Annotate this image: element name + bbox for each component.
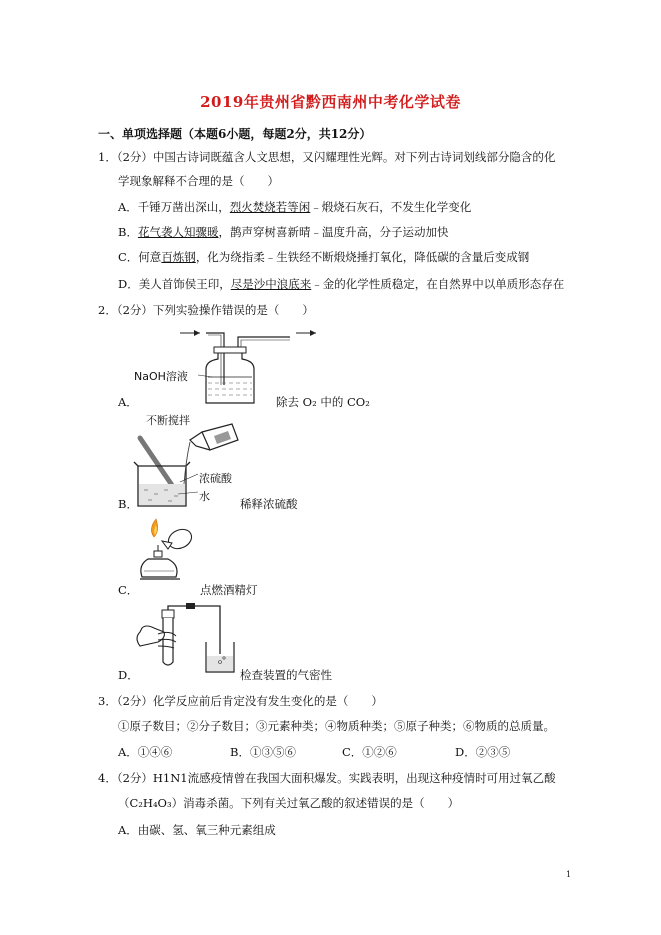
q2-stem: 2．（2分）下列实验操作错误的是（ ） — [98, 303, 314, 317]
q4-stem-line1: 4．（2分）H1N1流感疫情曾在我国大面积爆发。实践表明，出现这种疫情时可用过氧乙酸 — [98, 771, 556, 785]
q2-a-letter: A． — [118, 395, 138, 409]
q2-d-caption: 检查装置的气密性 — [240, 668, 332, 682]
q1-stem-line1: 1．（2分）中国古诗词既蕴含人文思想，又闪耀理性光辉。对下列古诗词划线部分隐含的化 — [98, 150, 556, 164]
q1-option-b — [118, 224, 448, 240]
q1-stem-line2: 学现象解释不合理的是（ ） — [118, 174, 279, 188]
q1-a-prefix: A．千锤万凿出深山， — [118, 200, 230, 214]
q1-c-suffix: ，化为绕指柔﹣生铁经不断煅烧捶打氧化，降低碳的含量后变成钢 — [195, 250, 530, 264]
section-heading: 一、单项选择题（本题6小题，每题2分，共12分） — [98, 127, 372, 141]
dilution-diagram — [128, 410, 268, 510]
acid-label: 浓硫酸 — [199, 472, 232, 485]
water-label: 水 — [199, 490, 210, 503]
q2-b-caption: 稀释浓硫酸 — [240, 497, 298, 511]
q3-items: ①原子数目；②分子数目；③元素种类；④物质种类；⑤原子种类；⑥物质的总质量。 — [118, 719, 555, 733]
q3-option-d: D．②③⑤ — [455, 745, 511, 759]
q3-stem: 3．（2分）化学反应前后肯定没有发生变化的是（ ） — [98, 694, 383, 708]
q1-b-underlined: 花气袭人知骤暖 — [137, 225, 219, 239]
q3-option-a: A．①④⑥ — [118, 745, 173, 759]
naoh-solution-label: NaOH溶液 — [134, 370, 188, 383]
q1-b-suffix: ，鹊声穿树喜新晴﹣温度升高，分子运动加快 — [218, 225, 449, 239]
q3-option-c: C．①②⑥ — [342, 745, 397, 759]
page-title: 2019年贵州省黔西南州中考化学试卷 — [200, 93, 461, 111]
q1-d-prefix: D．美人首饰侯王印， — [118, 277, 231, 291]
q1-option-c — [118, 249, 529, 265]
q3-option-b: B．①③⑤⑥ — [230, 745, 296, 759]
page-number: 1 — [566, 870, 572, 879]
q2-c-caption: 点燃酒精灯 — [200, 583, 258, 597]
q2-c-letter: C． — [118, 583, 139, 597]
stir-label: 不断搅拌 — [146, 414, 190, 427]
airtightness-diagram — [128, 598, 258, 678]
q1-d-underlined: 尽是沙中浪底来 — [230, 277, 312, 291]
q1-d-suffix: ﹣金的化学性质稳定，在自然界中以单质形态存在 — [311, 277, 565, 291]
q1-option-a — [118, 199, 471, 215]
q4-option-a: A．由碳、氢、氧三种元素组成 — [118, 823, 276, 837]
q1-c-underlined: 百炼钢 — [161, 250, 196, 264]
q4-stem-line2: （C₂H₄O₃）消毒杀菌。下列有关过氧乙酸的叙述错误的是（ ） — [118, 796, 460, 810]
hand-icon — [137, 626, 164, 646]
test-tube — [163, 618, 173, 665]
lamp-body — [141, 559, 177, 577]
q1-c-prefix: C．何意 — [118, 250, 162, 264]
q2-d-letter: D． — [118, 668, 139, 682]
q2-b-letter: B． — [118, 497, 138, 511]
alcohol-lamp-diagram — [134, 515, 214, 590]
q1-option-d — [118, 276, 564, 292]
q1-b-prefix: B． — [118, 225, 138, 239]
q2-a-caption: 除去 O₂ 中的 CO₂ — [276, 395, 370, 409]
q1-a-underlined: 烈火焚烧若等闲 — [229, 200, 311, 214]
q1-a-suffix: ﹣煅烧石灰石，不发生化学变化 — [310, 200, 472, 214]
